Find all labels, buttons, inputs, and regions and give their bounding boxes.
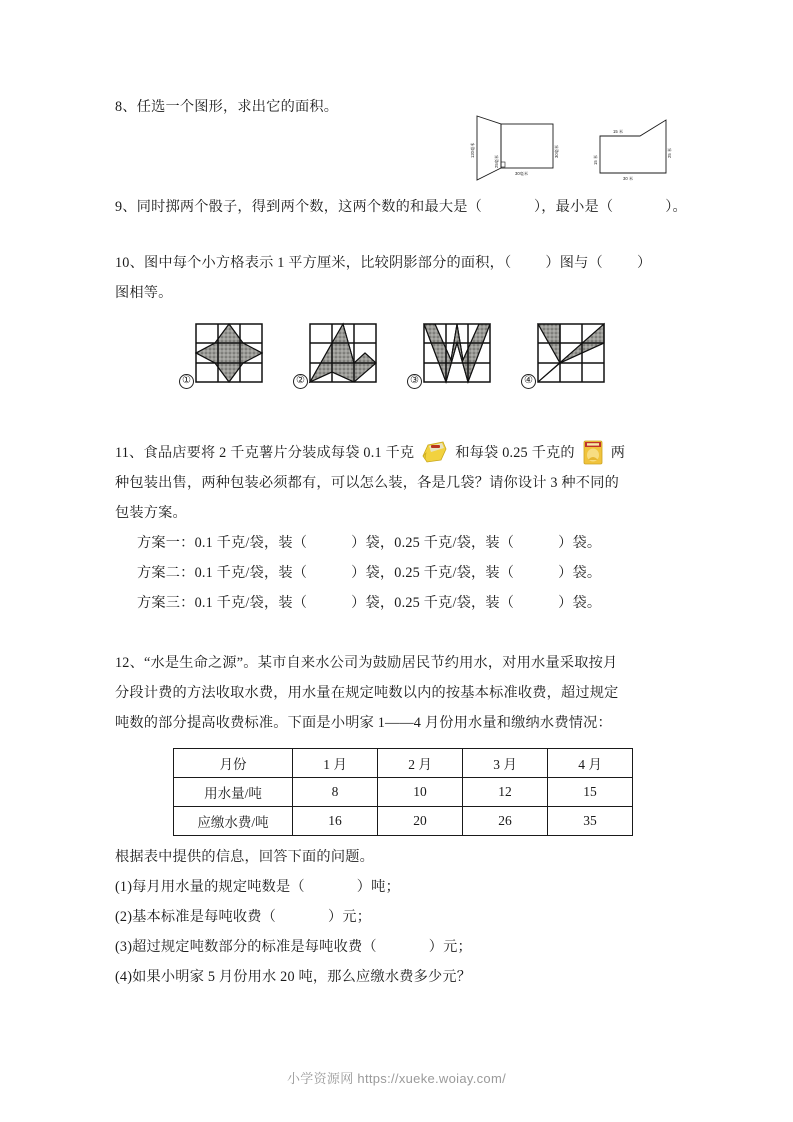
- table-row: [174, 749, 633, 778]
- question-10-number: 10、: [115, 255, 144, 271]
- question-11-line1: [115, 438, 680, 468]
- question-12-sub-1: [115, 872, 680, 902]
- question-8: [115, 92, 680, 192]
- table-cell-month-4: 4 月: [548, 749, 633, 778]
- question-12-number: 12、: [115, 655, 144, 671]
- scheme-2-seg1: 0.1 千克/袋，装（: [194, 565, 308, 581]
- question-9: [115, 192, 687, 248]
- scheme-row-3: [115, 588, 680, 618]
- scheme-row-2: [115, 558, 680, 588]
- table-cell-month-2: 2 月: [378, 749, 463, 778]
- question-11: [115, 438, 680, 618]
- water-usage-table: [173, 748, 633, 836]
- grid-figure-1: [182, 320, 265, 386]
- table-cell-month-header: 月份: [174, 749, 293, 778]
- scheme-2-seg3: ）袋。: [558, 565, 602, 581]
- grid-figure-1-marker: ①: [179, 374, 194, 389]
- question-11-line1a: 食品店要将 2 千克薯片分装成每袋 0.1 千克: [143, 445, 415, 461]
- scheme-1-seg3: ）袋。: [558, 535, 602, 551]
- question-9-text: [115, 192, 687, 222]
- scheme-3-seg1: 0.1 千克/袋，装（: [194, 595, 308, 611]
- sub-1-text-a: (1)每月用水量的规定吨数是（: [115, 879, 305, 895]
- table-cell-fee-1: 16: [293, 807, 378, 836]
- question-12-sub-2: [115, 902, 680, 932]
- question-10-line1: [115, 248, 680, 278]
- scheme-3-label: 方案三：: [137, 595, 195, 611]
- grid-figure-2-marker: ②: [293, 374, 308, 389]
- grid-figure-1-svg: [193, 320, 265, 386]
- question-10: [115, 248, 680, 402]
- question-12-sub-4: (4)如果小明家 5 月份用水 20 吨，那么应缴水费多少元？: [115, 969, 472, 985]
- label-25mm: 25毫米: [494, 154, 499, 168]
- label-15m-top: 15 米: [613, 129, 624, 134]
- table-cell-usage-2: 10: [378, 778, 463, 807]
- question-12-line1: [115, 648, 680, 678]
- table-cell-fee-2: 20: [378, 807, 463, 836]
- question-12-line1-text: “水是生命之源”。某市自来水公司为鼓励居民节约用水，对用水量采取按月: [143, 655, 618, 671]
- question-10-part3: ）: [636, 255, 652, 271]
- scheme-3-seg2: ）袋，0.25 千克/袋，装（: [351, 595, 515, 611]
- table-cell-usage-4: 15: [548, 778, 633, 807]
- table-cell-month-3: 3 月: [463, 749, 548, 778]
- grid-figure-4: [524, 320, 607, 386]
- question-10-line2: 图相等。: [115, 285, 173, 301]
- question-10-part1: 图中每个小方格表示 1 平方厘米，比较阴影部分的面积，（: [143, 255, 512, 271]
- grid-figure-2: [296, 320, 379, 386]
- question-10-part2: ）图与（: [545, 255, 603, 271]
- label-15m-left: 15 米: [593, 154, 598, 165]
- label-30mm-right: 30毫米: [554, 144, 559, 158]
- grid-figure-2-svg: [307, 320, 379, 386]
- table-cell-usage-1: 8: [293, 778, 378, 807]
- sub-3-text-b: ）元；: [428, 939, 472, 955]
- question-8-figures: [463, 110, 678, 190]
- question-12: [115, 648, 680, 992]
- question-12-sub-3: [115, 932, 680, 962]
- scheme-1-seg2: ）袋，0.25 千克/袋，装（: [351, 535, 515, 551]
- sub-1-text-b: ）吨；: [356, 879, 400, 895]
- label-30m-bottom: 30 米: [623, 176, 634, 181]
- question-9-part1: 同时掷两个骰子，得到两个数，这两个数的和最大是（: [136, 199, 482, 215]
- grid-figure-4-marker: ④: [521, 374, 536, 389]
- sub-2-text-b: ）元；: [328, 909, 372, 925]
- scheme-2-label: 方案二：: [137, 565, 195, 581]
- footer-watermark: 小学资源网 https://xueke.woiay.com/: [287, 1071, 506, 1086]
- question-11-line1c: 两: [610, 445, 626, 461]
- grid-figure-4-svg: [535, 320, 607, 386]
- sub-3-text-a: (3)超过规定吨数部分的标准是每吨收费（: [115, 939, 377, 955]
- chip-bag-icon-1: [421, 440, 448, 464]
- question-11-line2: 种包装出售，两种包装必须都有，可以怎么装，各是几袋？请你设计 3 种不同的: [115, 475, 619, 491]
- chip-bag-icon-2: [582, 439, 604, 466]
- right-angle-mark: [501, 162, 505, 167]
- q8-left-labels: [469, 142, 560, 177]
- q8-right-figure: [600, 120, 666, 173]
- question-9-number: 9、: [115, 199, 137, 215]
- question-9-part3: ）。: [665, 199, 687, 215]
- table-cell-usage-3: 12: [463, 778, 548, 807]
- scheme-3-seg3: ）袋。: [558, 595, 602, 611]
- scheme-2-seg2: ）袋，0.25 千克/袋，装（: [351, 565, 515, 581]
- table-row: [174, 807, 633, 836]
- question-8-body: 任选一个图形，求出它的面积。: [136, 99, 339, 115]
- scheme-row-1: [115, 528, 680, 558]
- question-8-number: 8、: [115, 99, 137, 115]
- question-12-line2: 分段计费的方法收取水费，用水量在规定吨数以内的按基本标准收费，超过规定: [115, 685, 619, 701]
- q8-figure-svg: [463, 110, 678, 190]
- grid-figure-3-marker: ③: [407, 374, 422, 389]
- label-120mm: 120毫米: [470, 142, 475, 158]
- sub-2-text-a: (2)基本标准是每吨收费（: [115, 909, 277, 925]
- question-10-figures: [115, 320, 680, 402]
- question-11-line3: 包装方案。: [115, 505, 187, 521]
- scheme-1-seg1: 0.1 千克/袋，装（: [194, 535, 308, 551]
- question-12-line3: 吨数的部分提高收费标准。下面是小明家 1——4 月份用水量和缴纳水费情况：: [115, 715, 612, 731]
- scheme-1-label: 方案一：: [137, 535, 195, 551]
- table-row: [174, 778, 633, 807]
- question-11-line1b: 和每袋 0.25 千克的: [455, 445, 575, 461]
- grid-figure-3-svg: [421, 320, 493, 386]
- question-12-prompt: 根据表中提供的信息，回答下面的问题。: [115, 849, 374, 865]
- question-9-part2: ），最小是（: [534, 199, 614, 215]
- grid-figure-3: [410, 320, 493, 386]
- worksheet-content: [115, 92, 687, 992]
- label-25m-right: 25 米: [667, 147, 672, 158]
- table-cell-month-1: 1 月: [293, 749, 378, 778]
- table-cell-fee-4: 35: [548, 807, 633, 836]
- table-cell-usage-header: 用水量/吨: [174, 778, 293, 807]
- label-30mm-bottom: 30毫米: [515, 171, 529, 176]
- table-cell-fee-header: 应缴水费/吨: [174, 807, 293, 836]
- question-11-number: 11、: [115, 445, 144, 461]
- table-cell-fee-3: 26: [463, 807, 548, 836]
